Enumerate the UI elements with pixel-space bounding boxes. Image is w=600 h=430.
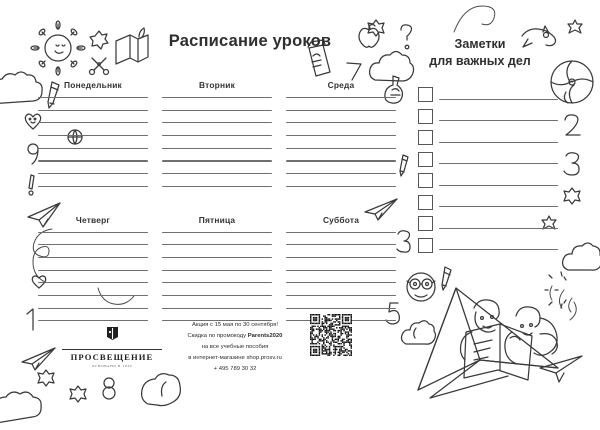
scissors-doodle	[88, 55, 110, 75]
number-doodle	[560, 112, 584, 140]
write-line[interactable]	[162, 308, 272, 309]
write-line[interactable]	[439, 228, 558, 229]
write-line[interactable]	[162, 97, 272, 98]
promo-line-2	[160, 331, 310, 342]
write-line[interactable]	[439, 206, 558, 207]
day-column-tuesday	[162, 80, 272, 199]
promo-discount-text: Скидка по промокоду	[187, 332, 248, 339]
write-line[interactable]	[38, 320, 148, 321]
sun-doodle	[28, 18, 88, 78]
checkbox[interactable]	[418, 238, 433, 253]
schedule-row-1	[38, 80, 398, 199]
schedule-grid	[38, 80, 398, 333]
checkbox[interactable]	[418, 130, 433, 145]
write-line[interactable]	[38, 148, 148, 149]
day-label: Суббота	[322, 214, 360, 225]
day-column-thursday	[38, 215, 148, 334]
write-line[interactable]	[38, 173, 148, 174]
write-line[interactable]	[439, 249, 558, 250]
write-line[interactable]	[286, 186, 396, 187]
day-label: Вторник	[199, 80, 235, 90]
promo-line-4: в интернет-магазине shop.prosv.ru	[188, 354, 282, 361]
publisher-logo	[62, 326, 162, 368]
sun-rays-doodle	[544, 270, 590, 310]
checkbox[interactable]	[418, 109, 433, 124]
promo-line-3: на все учебные пособия	[201, 343, 269, 350]
write-line[interactable]	[38, 160, 148, 161]
write-line[interactable]	[162, 295, 272, 296]
cloud-doodle	[0, 368, 66, 430]
write-line[interactable]	[38, 122, 148, 123]
star-doodle	[566, 18, 584, 36]
write-line[interactable]	[162, 232, 272, 233]
book-emblem-icon	[106, 326, 119, 341]
paper-plane-doodle	[18, 345, 58, 371]
write-line[interactable]	[286, 110, 396, 111]
write-line[interactable]	[439, 120, 558, 121]
checkbox[interactable]	[418, 87, 433, 102]
pencil-doodle	[440, 264, 458, 292]
notes-title-line-1: Заметки	[454, 37, 506, 51]
write-line[interactable]	[38, 135, 148, 136]
write-line[interactable]	[439, 99, 558, 100]
day-label: Четверг	[75, 214, 111, 225]
day-lines[interactable]	[38, 232, 148, 322]
promo-code: Parents2020	[247, 332, 283, 339]
day-label: Среда	[327, 80, 355, 90]
write-line[interactable]	[38, 282, 148, 283]
write-line[interactable]	[38, 270, 148, 271]
write-line[interactable]	[38, 232, 148, 233]
glasses-face-doodle	[404, 270, 438, 304]
arrow-doodle	[344, 58, 366, 82]
cloud-doodle	[560, 236, 600, 276]
squiggle-doodle	[452, 2, 512, 36]
write-line[interactable]	[162, 160, 272, 161]
write-line[interactable]	[162, 122, 272, 123]
write-line[interactable]	[38, 244, 148, 245]
write-line[interactable]	[162, 110, 272, 111]
qr-code-canvas[interactable]	[310, 314, 352, 356]
pencil-doodle	[398, 152, 414, 178]
cloud-doodle	[398, 316, 438, 350]
checkbox[interactable]	[418, 173, 433, 188]
write-line[interactable]	[286, 173, 396, 174]
list-item[interactable]	[418, 127, 558, 149]
write-line[interactable]	[439, 185, 558, 186]
qr-code[interactable]	[310, 314, 352, 356]
write-line[interactable]	[38, 186, 148, 187]
day-lines[interactable]	[162, 232, 272, 322]
write-line[interactable]	[38, 295, 148, 296]
write-line[interactable]	[162, 148, 272, 149]
write-line[interactable]	[286, 160, 396, 161]
number-doodle	[562, 150, 584, 178]
write-line[interactable]	[38, 110, 148, 111]
checkbox[interactable]	[418, 152, 433, 167]
write-line[interactable]	[286, 122, 396, 123]
promo-block	[160, 320, 310, 375]
promo-line-1: Акция с 15 мая по 30 сентября!	[192, 322, 278, 328]
flower-doodle	[366, 18, 386, 38]
write-line[interactable]	[162, 173, 272, 174]
list-item[interactable]	[418, 192, 558, 214]
write-line[interactable]	[286, 97, 396, 98]
day-lines[interactable]	[162, 97, 272, 187]
write-line[interactable]	[38, 97, 148, 98]
write-line[interactable]	[439, 142, 558, 143]
checkbox[interactable]	[418, 195, 433, 210]
notes-section-title	[415, 36, 545, 70]
write-line[interactable]	[38, 257, 148, 258]
star-doodle	[562, 186, 582, 206]
write-line[interactable]	[286, 282, 396, 283]
day-column-monday	[38, 80, 148, 199]
list-item[interactable]	[418, 213, 558, 235]
number-doodle	[98, 375, 120, 401]
write-line[interactable]	[286, 308, 396, 309]
day-column-wednesday	[286, 80, 396, 199]
write-line[interactable]	[286, 148, 396, 149]
apple-doodle	[356, 22, 382, 50]
notes-checklist	[418, 84, 558, 256]
write-line[interactable]	[162, 282, 272, 283]
write-line[interactable]	[286, 295, 396, 296]
write-line[interactable]	[38, 308, 148, 309]
list-item[interactable]	[418, 106, 558, 128]
day-column-friday	[162, 215, 272, 334]
write-line[interactable]	[286, 135, 396, 136]
write-line[interactable]	[286, 244, 396, 245]
day-lines[interactable]	[286, 232, 396, 322]
write-line[interactable]	[439, 163, 558, 164]
write-line[interactable]	[162, 244, 272, 245]
list-item[interactable]	[418, 84, 558, 106]
day-label: Пятница	[198, 214, 236, 225]
day-lines[interactable]	[38, 97, 148, 187]
flower-doodle	[68, 384, 88, 404]
write-line[interactable]	[286, 270, 396, 271]
page-title: Расписание уроков	[168, 32, 332, 50]
promo-phone: + 495 789 30 32	[213, 365, 257, 372]
list-item[interactable]	[418, 235, 558, 257]
notes-title-line-2: для важных дел	[429, 53, 531, 68]
logo-tagline: ОСНОВАНО В 1930	[91, 363, 133, 368]
day-label: Понедельник	[64, 80, 122, 90]
book-doodle	[112, 25, 152, 67]
list-item[interactable]	[418, 149, 558, 171]
write-line[interactable]	[286, 257, 396, 258]
write-line[interactable]	[162, 257, 272, 258]
kids-on-paper-plane-doodle	[412, 272, 588, 402]
logo-name: ПРОСВЕЩЕНИЕ	[70, 352, 154, 362]
write-line[interactable]	[162, 270, 272, 271]
balloon-doodle	[138, 370, 186, 428]
logo-divider	[62, 349, 162, 350]
write-line[interactable]	[286, 232, 396, 233]
checkbox[interactable]	[418, 216, 433, 231]
write-line[interactable]	[162, 186, 272, 187]
list-item[interactable]	[418, 170, 558, 192]
day-lines[interactable]	[286, 97, 396, 187]
write-line[interactable]	[162, 135, 272, 136]
flower-doodle	[36, 368, 56, 388]
flower-doodle	[88, 28, 110, 50]
